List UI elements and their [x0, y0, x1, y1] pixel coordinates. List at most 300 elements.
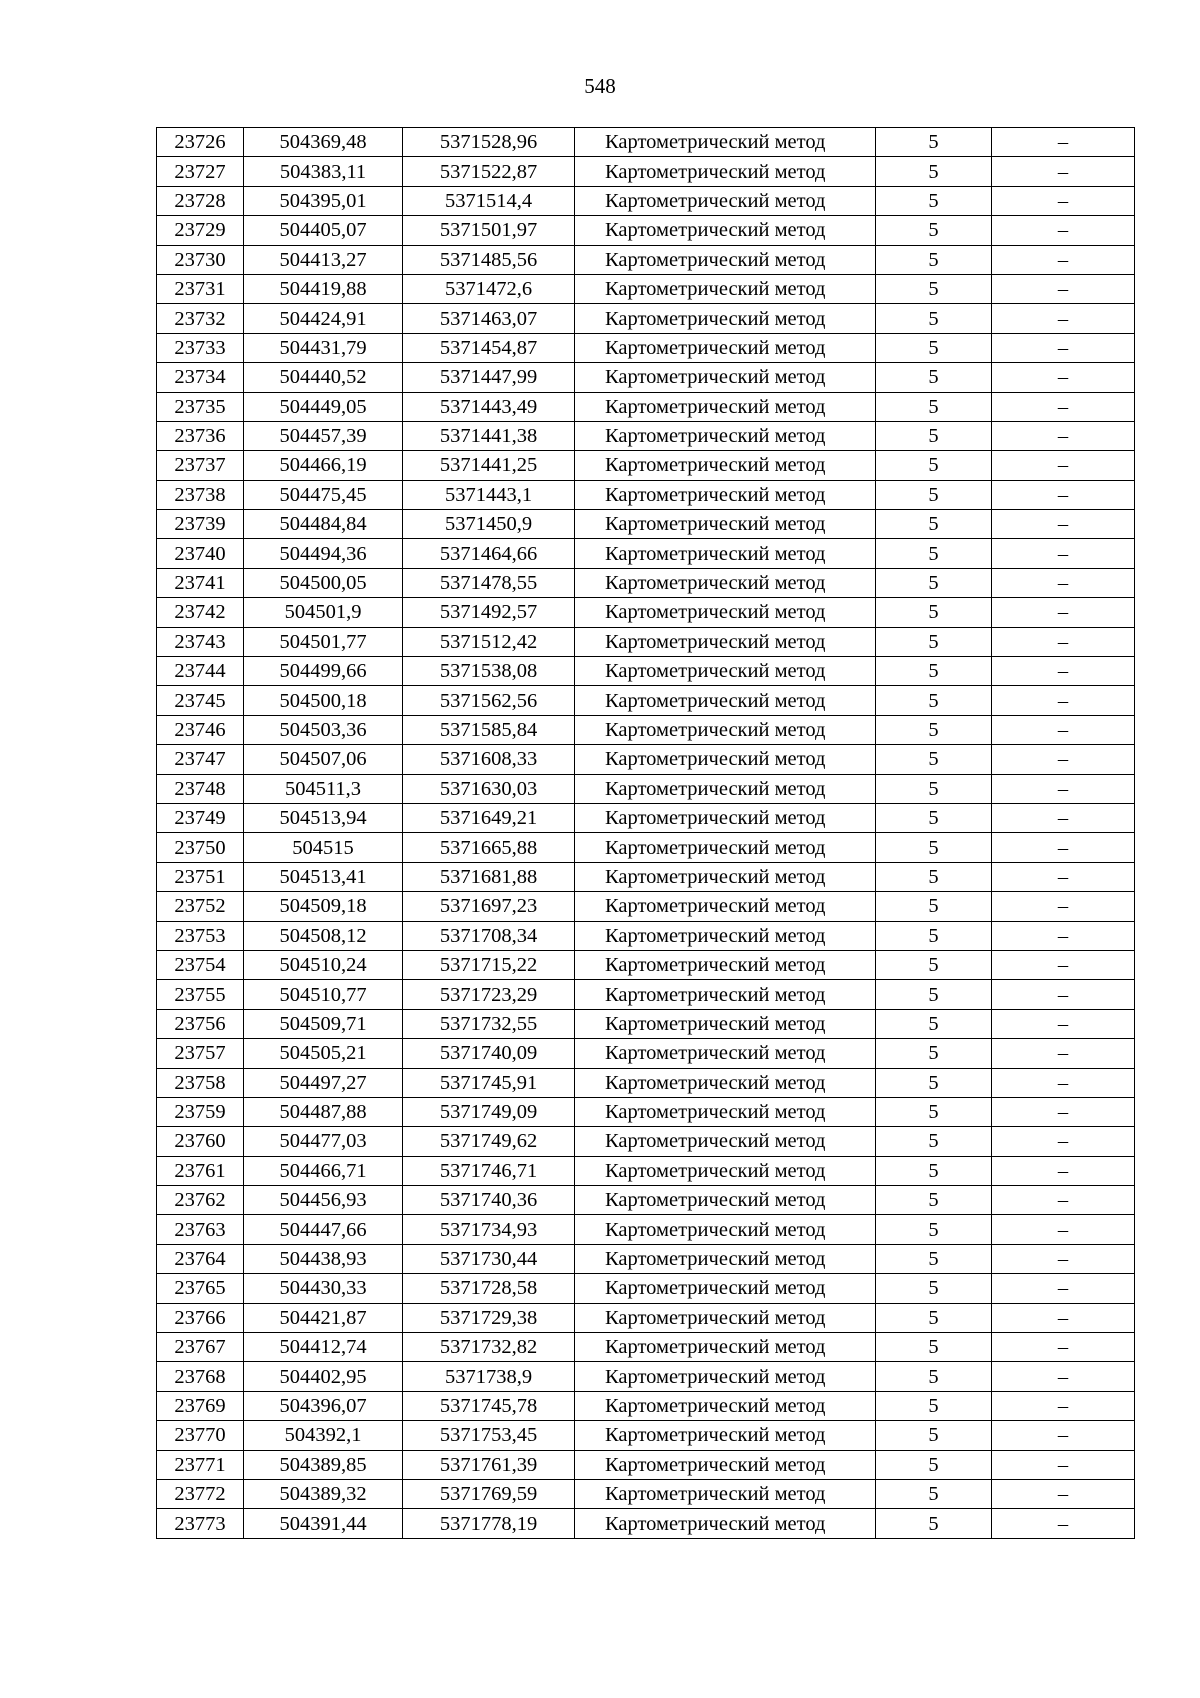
- cell-method: Картометрический метод: [575, 833, 876, 862]
- cell-note: –: [992, 1479, 1135, 1508]
- page-number: 548: [584, 74, 616, 98]
- cell-accuracy: 5: [876, 627, 992, 656]
- cell-method: Картометрический метод: [575, 1186, 876, 1215]
- cell-point-number: 23758: [157, 1068, 244, 1097]
- cell-note: –: [992, 510, 1135, 539]
- cell-note: –: [992, 186, 1135, 215]
- cell-y-coordinate: 5371528,96: [403, 128, 575, 157]
- cell-point-number: 23738: [157, 480, 244, 509]
- cell-note: –: [992, 1274, 1135, 1303]
- cell-method: Картометрический метод: [575, 1215, 876, 1244]
- cell-y-coordinate: 5371522,87: [403, 157, 575, 186]
- cell-x-coordinate: 504503,36: [244, 715, 403, 744]
- table-row: [157, 598, 1135, 627]
- table-row: [157, 363, 1135, 392]
- cell-accuracy: 5: [876, 598, 992, 627]
- cell-accuracy: 5: [876, 774, 992, 803]
- cell-point-number: 23739: [157, 510, 244, 539]
- table-row: [157, 1391, 1135, 1420]
- cell-x-coordinate: 504500,05: [244, 568, 403, 597]
- cell-accuracy: 5: [876, 1479, 992, 1508]
- cell-y-coordinate: 5371447,99: [403, 363, 575, 392]
- cell-method: Картометрический метод: [575, 1509, 876, 1538]
- table-row: [157, 568, 1135, 597]
- cell-point-number: 23733: [157, 333, 244, 362]
- cell-method: Картометрический метод: [575, 539, 876, 568]
- cell-x-coordinate: 504497,27: [244, 1068, 403, 1097]
- cell-accuracy: 5: [876, 1450, 992, 1479]
- cell-method: Картометрический метод: [575, 1156, 876, 1185]
- cell-accuracy: 5: [876, 715, 992, 744]
- cell-note: –: [992, 833, 1135, 862]
- cell-point-number: 23731: [157, 274, 244, 303]
- cell-method: Картометрический метод: [575, 510, 876, 539]
- cell-point-number: 23766: [157, 1303, 244, 1332]
- cell-note: –: [992, 363, 1135, 392]
- cell-accuracy: 5: [876, 1362, 992, 1391]
- cell-accuracy: 5: [876, 510, 992, 539]
- cell-y-coordinate: 5371585,84: [403, 715, 575, 744]
- cell-y-coordinate: 5371463,07: [403, 304, 575, 333]
- cell-note: –: [992, 686, 1135, 715]
- cell-method: Картометрический метод: [575, 1039, 876, 1068]
- cell-accuracy: 5: [876, 480, 992, 509]
- cell-x-coordinate: 504505,21: [244, 1039, 403, 1068]
- cell-point-number: 23746: [157, 715, 244, 744]
- cell-y-coordinate: 5371723,29: [403, 980, 575, 1009]
- cell-y-coordinate: 5371778,19: [403, 1509, 575, 1538]
- cell-note: –: [992, 803, 1135, 832]
- table-row: [157, 980, 1135, 1009]
- cell-x-coordinate: 504430,33: [244, 1274, 403, 1303]
- cell-accuracy: 5: [876, 568, 992, 597]
- cell-x-coordinate: 504457,39: [244, 421, 403, 450]
- cell-accuracy: 5: [876, 803, 992, 832]
- cell-x-coordinate: 504509,18: [244, 892, 403, 921]
- table-row: [157, 833, 1135, 862]
- cell-point-number: 23761: [157, 1156, 244, 1185]
- cell-method: Картометрический метод: [575, 950, 876, 979]
- cell-method: Картометрический метод: [575, 657, 876, 686]
- cell-x-coordinate: 504413,27: [244, 245, 403, 274]
- cell-y-coordinate: 5371746,71: [403, 1156, 575, 1185]
- cell-y-coordinate: 5371441,38: [403, 421, 575, 450]
- cell-method: Картометрический метод: [575, 274, 876, 303]
- cell-note: –: [992, 216, 1135, 245]
- cell-x-coordinate: 504477,03: [244, 1127, 403, 1156]
- cell-method: Картометрический метод: [575, 480, 876, 509]
- cell-point-number: 23752: [157, 892, 244, 921]
- cell-y-coordinate: 5371749,09: [403, 1097, 575, 1126]
- cell-note: –: [992, 862, 1135, 891]
- cell-method: Картометрический метод: [575, 862, 876, 891]
- table-row: [157, 157, 1135, 186]
- table-row: [157, 862, 1135, 891]
- cell-accuracy: 5: [876, 1244, 992, 1273]
- cell-y-coordinate: 5371749,62: [403, 1127, 575, 1156]
- cell-y-coordinate: 5371740,09: [403, 1039, 575, 1068]
- table-row: [157, 392, 1135, 421]
- table-row: [157, 274, 1135, 303]
- cell-point-number: 23742: [157, 598, 244, 627]
- cell-point-number: 23753: [157, 921, 244, 950]
- cell-method: Картометрический метод: [575, 1244, 876, 1273]
- cell-accuracy: 5: [876, 304, 992, 333]
- cell-y-coordinate: 5371681,88: [403, 862, 575, 891]
- cell-point-number: 23740: [157, 539, 244, 568]
- cell-accuracy: 5: [876, 657, 992, 686]
- cell-note: –: [992, 774, 1135, 803]
- cell-x-coordinate: 504510,77: [244, 980, 403, 1009]
- cell-x-coordinate: 504369,48: [244, 128, 403, 157]
- cell-note: –: [992, 892, 1135, 921]
- cell-y-coordinate: 5371769,59: [403, 1479, 575, 1508]
- cell-accuracy: 5: [876, 363, 992, 392]
- cell-x-coordinate: 504487,88: [244, 1097, 403, 1126]
- table-row: [157, 128, 1135, 157]
- cell-x-coordinate: 504392,1: [244, 1421, 403, 1450]
- cell-point-number: 23762: [157, 1186, 244, 1215]
- cell-method: Картометрический метод: [575, 1479, 876, 1508]
- cell-method: Картометрический метод: [575, 392, 876, 421]
- cell-method: Картометрический метод: [575, 1391, 876, 1420]
- cell-method: Картометрический метод: [575, 568, 876, 597]
- cell-y-coordinate: 5371630,03: [403, 774, 575, 803]
- cell-method: Картометрический метод: [575, 1274, 876, 1303]
- cell-note: –: [992, 1509, 1135, 1538]
- cell-y-coordinate: 5371454,87: [403, 333, 575, 362]
- cell-x-coordinate: 504431,79: [244, 333, 403, 362]
- cell-accuracy: 5: [876, 1215, 992, 1244]
- cell-method: Картометрический метод: [575, 921, 876, 950]
- cell-y-coordinate: 5371708,34: [403, 921, 575, 950]
- cell-y-coordinate: 5371443,1: [403, 480, 575, 509]
- cell-x-coordinate: 504501,9: [244, 598, 403, 627]
- cell-accuracy: 5: [876, 1186, 992, 1215]
- cell-y-coordinate: 5371732,55: [403, 1009, 575, 1038]
- cell-point-number: 23745: [157, 686, 244, 715]
- table-row: [157, 1509, 1135, 1538]
- table-row: [157, 1156, 1135, 1185]
- cell-x-coordinate: 504402,95: [244, 1362, 403, 1391]
- cell-point-number: 23763: [157, 1215, 244, 1244]
- cell-accuracy: 5: [876, 1333, 992, 1362]
- cell-method: Картометрический метод: [575, 1303, 876, 1332]
- cell-x-coordinate: 504508,12: [244, 921, 403, 950]
- cell-note: –: [992, 1333, 1135, 1362]
- table-row: [157, 333, 1135, 362]
- table-row: [157, 245, 1135, 274]
- cell-point-number: 23751: [157, 862, 244, 891]
- cell-accuracy: 5: [876, 1303, 992, 1332]
- cell-y-coordinate: 5371732,82: [403, 1333, 575, 1362]
- cell-x-coordinate: 504509,71: [244, 1009, 403, 1038]
- cell-accuracy: 5: [876, 421, 992, 450]
- table-row: [157, 1479, 1135, 1508]
- cell-method: Картометрический метод: [575, 186, 876, 215]
- cell-method: Картометрический метод: [575, 1068, 876, 1097]
- cell-x-coordinate: 504513,94: [244, 803, 403, 832]
- table-row: [157, 745, 1135, 774]
- table-row: [157, 686, 1135, 715]
- cell-y-coordinate: 5371441,25: [403, 451, 575, 480]
- cell-y-coordinate: 5371514,4: [403, 186, 575, 215]
- cell-x-coordinate: 504440,52: [244, 363, 403, 392]
- cell-point-number: 23754: [157, 950, 244, 979]
- cell-x-coordinate: 504466,71: [244, 1156, 403, 1185]
- cell-x-coordinate: 504510,24: [244, 950, 403, 979]
- table-row: [157, 1421, 1135, 1450]
- cell-y-coordinate: 5371745,91: [403, 1068, 575, 1097]
- cell-point-number: 23748: [157, 774, 244, 803]
- cell-y-coordinate: 5371697,23: [403, 892, 575, 921]
- cell-y-coordinate: 5371512,42: [403, 627, 575, 656]
- cell-note: –: [992, 980, 1135, 1009]
- table-row: [157, 774, 1135, 803]
- cell-y-coordinate: 5371562,56: [403, 686, 575, 715]
- cell-note: –: [992, 950, 1135, 979]
- cell-y-coordinate: 5371729,38: [403, 1303, 575, 1332]
- cell-note: –: [992, 1009, 1135, 1038]
- cell-method: Картометрический метод: [575, 421, 876, 450]
- table-row: [157, 1039, 1135, 1068]
- table-row: [157, 1127, 1135, 1156]
- cell-point-number: 23771: [157, 1450, 244, 1479]
- cell-x-coordinate: 504405,07: [244, 216, 403, 245]
- cell-x-coordinate: 504396,07: [244, 1391, 403, 1420]
- cell-accuracy: 5: [876, 1127, 992, 1156]
- table-row: [157, 1244, 1135, 1273]
- cell-note: –: [992, 451, 1135, 480]
- cell-method: Картометрический метод: [575, 304, 876, 333]
- cell-note: –: [992, 1215, 1135, 1244]
- table-row: [157, 1333, 1135, 1362]
- cell-x-coordinate: 504421,87: [244, 1303, 403, 1332]
- cell-note: –: [992, 657, 1135, 686]
- cell-note: –: [992, 1068, 1135, 1097]
- cell-x-coordinate: 504438,93: [244, 1244, 403, 1273]
- cell-y-coordinate: 5371485,56: [403, 245, 575, 274]
- cell-x-coordinate: 504447,66: [244, 1215, 403, 1244]
- cell-accuracy: 5: [876, 892, 992, 921]
- cell-note: –: [992, 157, 1135, 186]
- cell-accuracy: 5: [876, 392, 992, 421]
- cell-note: –: [992, 1156, 1135, 1185]
- cell-point-number: 23750: [157, 833, 244, 862]
- cell-method: Картометрический метод: [575, 245, 876, 274]
- cell-method: Картометрический метод: [575, 715, 876, 744]
- cell-point-number: 23726: [157, 128, 244, 157]
- cell-accuracy: 5: [876, 128, 992, 157]
- table-row: [157, 304, 1135, 333]
- cell-y-coordinate: 5371649,21: [403, 803, 575, 832]
- table-row: [157, 1186, 1135, 1215]
- cell-y-coordinate: 5371665,88: [403, 833, 575, 862]
- cell-method: Картометрический метод: [575, 1097, 876, 1126]
- cell-point-number: 23749: [157, 803, 244, 832]
- cell-point-number: 23767: [157, 1333, 244, 1362]
- cell-note: –: [992, 745, 1135, 774]
- cell-x-coordinate: 504500,18: [244, 686, 403, 715]
- cell-point-number: 23772: [157, 1479, 244, 1508]
- cell-y-coordinate: 5371738,9: [403, 1362, 575, 1391]
- cell-accuracy: 5: [876, 862, 992, 891]
- cell-note: –: [992, 333, 1135, 362]
- table-row: [157, 1274, 1135, 1303]
- cell-method: Картометрический метод: [575, 892, 876, 921]
- cell-method: Картометрический метод: [575, 1009, 876, 1038]
- cell-point-number: 23728: [157, 186, 244, 215]
- cell-y-coordinate: 5371478,55: [403, 568, 575, 597]
- cell-accuracy: 5: [876, 539, 992, 568]
- cell-y-coordinate: 5371745,78: [403, 1391, 575, 1420]
- cell-accuracy: 5: [876, 1509, 992, 1538]
- cell-point-number: 23764: [157, 1244, 244, 1273]
- cell-point-number: 23736: [157, 421, 244, 450]
- cell-accuracy: 5: [876, 1039, 992, 1068]
- cell-x-coordinate: 504501,77: [244, 627, 403, 656]
- cell-y-coordinate: 5371450,9: [403, 510, 575, 539]
- cell-accuracy: 5: [876, 451, 992, 480]
- cell-x-coordinate: 504395,01: [244, 186, 403, 215]
- cell-x-coordinate: 504412,74: [244, 1333, 403, 1362]
- cell-point-number: 23747: [157, 745, 244, 774]
- cell-accuracy: 5: [876, 1097, 992, 1126]
- cell-method: Картометрический метод: [575, 1333, 876, 1362]
- cell-accuracy: 5: [876, 333, 992, 362]
- cell-point-number: 23757: [157, 1039, 244, 1068]
- cell-method: Картометрический метод: [575, 216, 876, 245]
- cell-y-coordinate: 5371492,57: [403, 598, 575, 627]
- cell-method: Картометрический метод: [575, 1127, 876, 1156]
- cell-note: –: [992, 1186, 1135, 1215]
- cell-x-coordinate: 504449,05: [244, 392, 403, 421]
- table-row: [157, 1009, 1135, 1038]
- cell-x-coordinate: 504494,36: [244, 539, 403, 568]
- cell-accuracy: 5: [876, 950, 992, 979]
- cell-note: –: [992, 1039, 1135, 1068]
- table-row: [157, 1450, 1135, 1479]
- cell-point-number: 23768: [157, 1362, 244, 1391]
- cell-x-coordinate: 504513,41: [244, 862, 403, 891]
- cell-note: –: [992, 421, 1135, 450]
- cell-accuracy: 5: [876, 157, 992, 186]
- table-row: [157, 892, 1135, 921]
- cell-y-coordinate: 5371464,66: [403, 539, 575, 568]
- table-row: [157, 803, 1135, 832]
- cell-method: Картометрический метод: [575, 598, 876, 627]
- table-row: [157, 657, 1135, 686]
- cell-note: –: [992, 128, 1135, 157]
- cell-x-coordinate: 504466,19: [244, 451, 403, 480]
- cell-y-coordinate: 5371715,22: [403, 950, 575, 979]
- table-row: [157, 451, 1135, 480]
- cell-accuracy: 5: [876, 833, 992, 862]
- cell-accuracy: 5: [876, 1391, 992, 1420]
- cell-accuracy: 5: [876, 1156, 992, 1185]
- table-row: [157, 480, 1135, 509]
- table-row: [157, 1303, 1135, 1332]
- cell-method: Картометрический метод: [575, 1421, 876, 1450]
- cell-point-number: 23755: [157, 980, 244, 1009]
- cell-accuracy: 5: [876, 186, 992, 215]
- cell-point-number: 23744: [157, 657, 244, 686]
- cell-note: –: [992, 392, 1135, 421]
- cell-point-number: 23734: [157, 363, 244, 392]
- cell-x-coordinate: 504389,32: [244, 1479, 403, 1508]
- cell-y-coordinate: 5371538,08: [403, 657, 575, 686]
- cell-note: –: [992, 1303, 1135, 1332]
- cell-accuracy: 5: [876, 1068, 992, 1097]
- cell-x-coordinate: 504383,11: [244, 157, 403, 186]
- cell-accuracy: 5: [876, 245, 992, 274]
- cell-point-number: 23770: [157, 1421, 244, 1450]
- cell-note: –: [992, 715, 1135, 744]
- cell-note: –: [992, 480, 1135, 509]
- cell-point-number: 23737: [157, 451, 244, 480]
- table-row: [157, 921, 1135, 950]
- cell-method: Картометрический метод: [575, 451, 876, 480]
- cell-note: –: [992, 1097, 1135, 1126]
- cell-x-coordinate: 504515: [244, 833, 403, 862]
- cell-method: Картометрический метод: [575, 1362, 876, 1391]
- cell-method: Картометрический метод: [575, 980, 876, 1009]
- cell-note: –: [992, 1244, 1135, 1273]
- table-row: [157, 216, 1135, 245]
- cell-note: –: [992, 1127, 1135, 1156]
- table-body: [157, 128, 1135, 1539]
- cell-method: Картометрический метод: [575, 745, 876, 774]
- cell-note: –: [992, 539, 1135, 568]
- cell-y-coordinate: 5371443,49: [403, 392, 575, 421]
- cell-x-coordinate: 504456,93: [244, 1186, 403, 1215]
- cell-accuracy: 5: [876, 980, 992, 1009]
- table-row: [157, 627, 1135, 656]
- cell-y-coordinate: 5371753,45: [403, 1421, 575, 1450]
- cell-y-coordinate: 5371608,33: [403, 745, 575, 774]
- cell-point-number: 23773: [157, 1509, 244, 1538]
- cell-x-coordinate: 504424,91: [244, 304, 403, 333]
- cell-accuracy: 5: [876, 216, 992, 245]
- cell-note: –: [992, 1450, 1135, 1479]
- cell-point-number: 23741: [157, 568, 244, 597]
- cell-method: Картометрический метод: [575, 157, 876, 186]
- cell-y-coordinate: 5371501,97: [403, 216, 575, 245]
- cell-note: –: [992, 274, 1135, 303]
- cell-y-coordinate: 5371734,93: [403, 1215, 575, 1244]
- cell-note: –: [992, 921, 1135, 950]
- cell-accuracy: 5: [876, 1421, 992, 1450]
- cell-point-number: 23743: [157, 627, 244, 656]
- cell-x-coordinate: 504389,85: [244, 1450, 403, 1479]
- cell-point-number: 23765: [157, 1274, 244, 1303]
- cell-x-coordinate: 504507,06: [244, 745, 403, 774]
- cell-accuracy: 5: [876, 921, 992, 950]
- cell-accuracy: 5: [876, 745, 992, 774]
- cell-accuracy: 5: [876, 1009, 992, 1038]
- cell-point-number: 23727: [157, 157, 244, 186]
- coordinates-table: [156, 127, 1135, 1539]
- cell-y-coordinate: 5371728,58: [403, 1274, 575, 1303]
- cell-y-coordinate: 5371730,44: [403, 1244, 575, 1273]
- cell-note: –: [992, 304, 1135, 333]
- cell-point-number: 23759: [157, 1097, 244, 1126]
- cell-point-number: 23732: [157, 304, 244, 333]
- cell-method: Картометрический метод: [575, 333, 876, 362]
- cell-note: –: [992, 1421, 1135, 1450]
- cell-y-coordinate: 5371761,39: [403, 1450, 575, 1479]
- cell-point-number: 23760: [157, 1127, 244, 1156]
